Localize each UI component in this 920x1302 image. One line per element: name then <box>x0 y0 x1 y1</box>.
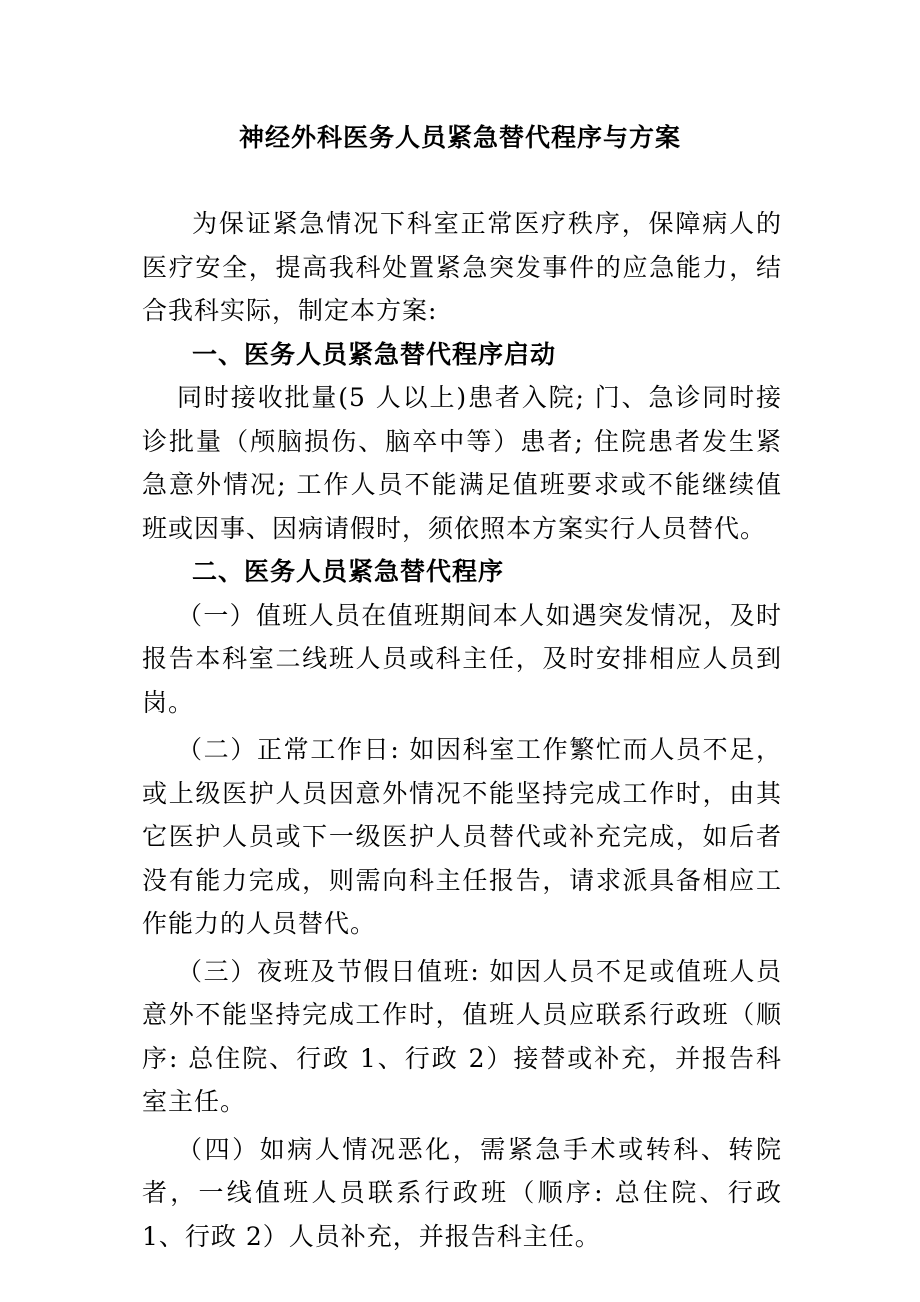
section1-heading: 一、医务人员紧急替代程序启动 <box>192 339 557 369</box>
item4-paragraph: （四）如病人情况恶化，需紧急手术或转科、转院者，一线值班人员联系行政班（顺序: 总住院、行政 1、行政 2）人员补充，并报告科主任。 <box>142 1134 782 1251</box>
section2-heading: 二、医务人员紧急替代程序 <box>192 557 505 586</box>
item1-paragraph: （一）值班人员在值班期间本人如遇突发情况，及时报告本科室二线班人员或科主任，及时安排相应人员到岗。 <box>142 600 782 717</box>
section1-paragraph: 同时接收批量(5 人以上)患者入院; 门、急诊同时接诊批量（颅脑损伤、脑卒中等）患者; 住院患者发生紧急意外情况; 工作人员不能满足值班要求或不能继续值班或因事、因病请假时，须依照本方案实行人员替代。 <box>142 383 782 543</box>
item2-paragraph: （二）正常工作日: 如因科室工作繁忙而人员不足，或上级医护人员因意外情况不能坚持完成工作时，由其它医护人员或下一级医护人员替代或补充完成，如后者没有能力完成，则需向科主任报告，请求派具备相应工作能力的人员替代。 <box>142 735 782 938</box>
intro-paragraph: 为保证紧急情况下科室正常医疗秩序，保障病人的医疗安全，提高我科处置紧急突发事件的应急能力，结合我科实际，制定本方案: <box>142 209 782 325</box>
item3-paragraph: （三）夜班及节假日值班: 如因人员不足或值班人员意外不能坚持完成工作时，值班人员应联系行政班（顺序: 总住院、行政 1、行政 2）接替或补充，并报告科室主任。 <box>142 956 782 1116</box>
document-title: 神经外科医务人员紧急替代程序与方案 <box>238 123 681 152</box>
document-body <box>142 202 782 1258</box>
